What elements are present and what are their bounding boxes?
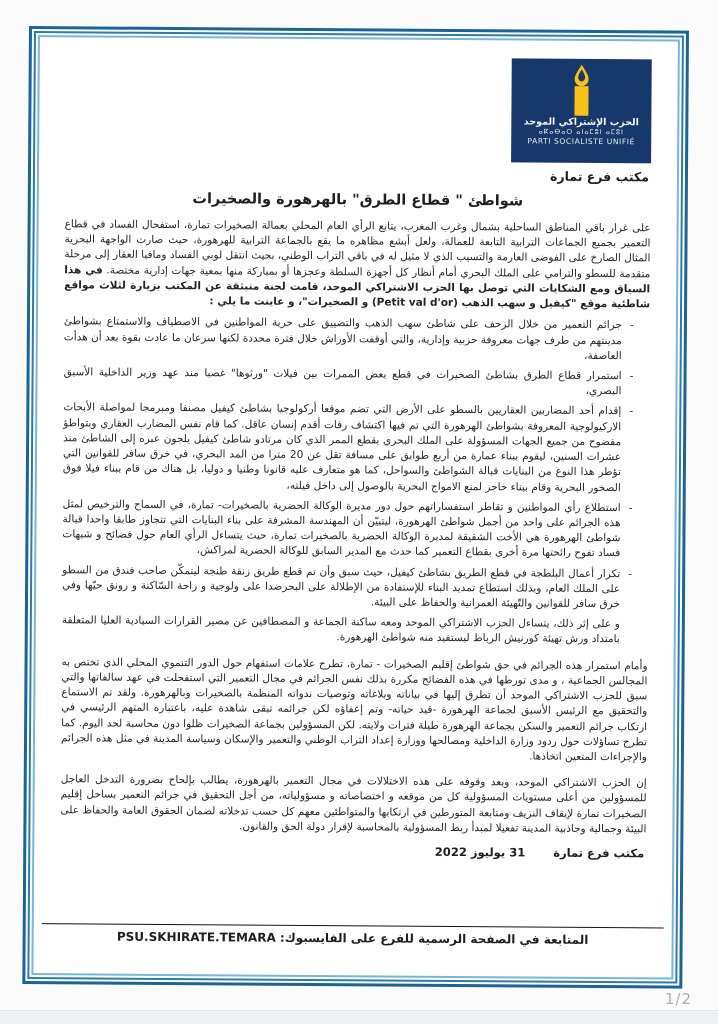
list-item-text: جرائم التعمير من خلال الزحف على شاطئ سهب الذهب والتضييق على حرية المواطنين في الاصطياف والاستمتاع بشواطئ مدينتهم من طرف جهات معروفة حزبية وإدارية، والتي أوقفت الأوراش خلال فترة محددة لكنها سرعان ما عادت بقوة بعد أن هدأت العاصفة، [63, 315, 622, 362]
list-item-text: تكرار أعمال البلطجة في قطع الطريق بشاطئ كيفيل، حيث سبق وأن تم قطع طريق زنقة طنجة ليتمكّن صاحب فندق من السطو على الملك العام، وبذلك استطاع تمديد البناء للإستفادة من الإطلالة على البحرضدا على ولوجية و راحة السّاكنة و رونق حيّها وفي خرق سافر للقوانين والتّهيئة العمرانية والحفاظ على البيئة. [62, 563, 621, 611]
list-item-text: استطلاع رأي المواطنين و تقاطر استفساراتهم حول دور مديرة الوكالة الحضرية بالصخيرات- تمارة، في السماح والترخيص لمثل هذه الجرائم على واحد من أجمل شواطئ الهرهورة، ليتبيّن أن المهندسة المشرفة على بناء البنايات التي تتجاوز طابقا واحدا قبالة شواطئ الهرهورة هي الأخت الشقيقة لمديرة الوكالة الحضرية بالصخيرات تمارة، حيث يتساءل الرأي العام حول فضائح و شبهات فساد تفوح رائحتها مرة أخرى بقطاع التعمير كما حدث مع المدير السابق للوكالة الحضرية لمراكش، [62, 497, 621, 560]
dash-marker: - [628, 501, 633, 514]
logo-tifinagh-name: ⴰⴽⴰⴱⴰⵔ ⴰⵏⴰⵎⵓⵏ ⴰⵎⵓⵏ [538, 127, 625, 137]
intro-paragraph [64, 217, 651, 312]
page-frame-inner [31, 35, 680, 979]
document-title: شواطئ " قطاع الطرق" بالهرهورة والصخيرات [192, 191, 524, 210]
branch-office-line: مكتب فرع تمارة [550, 168, 650, 185]
list-item-text: إقدام أحد المضاربين العقاريين بالسطو على الأرض التي تضم موقعا أركولوجيا بشاطئ كيفيل مصنفا ومبرمجا لمواصلة الأبحاث الاركيولوجية المعروفة بشواطئ الهرهورة التي تم فيها اكتشاف رفات أقدم إنسان عاقل. كما قام نفس المضارب العقاري وبتواطؤ مفضوح من جميع الجهات المسؤولة على الملك البحري بقطع الممر الذي كان مرتادو شاطئ كيفيل يلجون عبره إلى الشاطئ منذ عشرات السنين، ليقوم ببناء عمارة من أربع طوابق على مسافة تقل عن 20 مترا من المد البحري، في خرق سافر للقوانين التي تؤطر هذا النوع من البنايات قبالة الشواطئ والسواحل، كما هو متعارف عليه قانونا وطنيا و دوليا، بل هناك من قام ببناء فيلا فوق الصخور البحرية وقام ببناء حاجز لمنع الامواج البحرية بالوصول إلى داخل فيلته، [62, 401, 622, 494]
signature-line [60, 842, 646, 860]
dash-marker: - [629, 319, 634, 332]
signature-office: مكتب فرع تمارة [553, 845, 645, 861]
intro-bold-text: في هذا السياق ومع الشكايات التي توصل بها الحزب الاشتراكي الموحد، قامت لجنة منبثقة عن المكتب بزيارة لثلاث مواقع شاطئية موقع "كيفيل و سهب الذهب (Petit val d'or) و الصخيرات"، و عاينت ما يلي : [64, 263, 651, 311]
candle-icon [562, 64, 600, 116]
document-page [22, 26, 689, 989]
page-footer [42, 923, 664, 947]
viewer-bottom-bar [0, 1010, 718, 1024]
signature-date: 31 يوليوز 2022 [434, 844, 526, 860]
list-item [62, 497, 640, 562]
list-item [62, 563, 640, 613]
logo-arabic-name: الحزب الإشتراكي الموحد [523, 116, 639, 129]
dash-marker: - [629, 370, 634, 383]
footer-divider [42, 923, 664, 928]
page-frame-middle [27, 31, 684, 984]
logo-french-name: PARTI SOCIALISTE UNIFIÉ [527, 136, 635, 146]
page-indicator: 1/2 [664, 990, 692, 1008]
aftermath-paragraph: و على إثر ذلك، يتساءل الحزب الاشتراكي الموحد ومعه ساكنة الجماعة و المصطافين عن مصير القرارات السيادية العليا المتعلقة بامتداد ورش تهيئة كورنيش الرباط ليستفيد منه شواطئ الهرهورة. [61, 614, 620, 646]
demand-paragraph: إن الحزب الاشتراكي الموحد، وبعد وقوفه على هذه الاختلالات في مجال التعمير بالهرهورة، يطالب بإلحاح بضرورة التدخل العاجل للمسؤولين من أعلى مستويات المسؤولية كل من موقعه و اختصاصاته و مسؤولياته، من أجل التحقيق في جرائم التعمير بساحل إقليم الصخيرات تمارة لإيقاف النزيف ومتابعة المتورطين في ارتكابها والمتواطئين معهم كل حسب تدخلاته لضمان الحقوق العامة والحفاظ على البيئة وجمالية وجاذبية المدينة تفعيلا لمبدأ ربط المسؤولية بالمحاسبة لإقرار دولة الحق والقانون. [60, 773, 647, 836]
document-content [33, 37, 678, 977]
dash-marker: - [629, 405, 634, 418]
list-item [63, 401, 642, 496]
intro-text: على غرار باقي المناطق الساحلية بشمال وغرب المغرب، يتابع الرأي العام المحلي بعمالة الصخيرات تمارة، استفحال الفساد في قطاع التعمير بجميع الجماعات الترابية التابعة للعمالة، ولعل أبشع مظاهره ما يقع بالجماعة الترابية للهرهورة، حيث صارت الواجهة البحرية المثال الصارخ على الفوضى العارمة والتسيب الذي لا مثيل له في باقي التراب الوطني، بحيث انتقل لوبي الفساد ومافيا العقار إلى مرحلة متقدمة للسطو والترامي على الملك البحري أمام أنظار كل أجهزة السلطة وعجزها أو بمباركة منها بمعية جهات إدارية مختصة. [64, 218, 651, 280]
accountability-paragraph: وأمام استمرار هذه الجرائم في حق شواطئ إقليم الصخيرات - تمارة، تطرح علامات استفهام حول الدور التنموي المحلي الذي تختص به المجالس الجماعية ، و مدى تورطها في هذه الفضائح مكررة بذلك نفس الجرائم في مجال التعمير التي استفحلت في عهد سالفاتها والتي سبق للحزب الاشتراكي الموحد أن تطرق إليها في بياناته وبلاغاته وتوصيات ندواته المنظمة بالصخيرات وبالهرهورة. ولقد تم الاستماع والتحقيق مع الرئيس الأسبق لجماعة الهرهورة -قيد حياته- وتم إعفاؤه لكن جرائمه تبقى شاهدة عليه، باعتباره المتهم الرئيسي في ارتكاب جرائم التعمير والسكن بجماعة الهرهورة طيلة فترات ولايته. لكن المسؤولين بجماعة الصخيرات ظلوا دون محاسبة لحد اليوم. كما تطرح تساؤلات حول ردود وزارة الداخلية ومصالحها ووزارة إعداد التراب الوطني والتعمير والإسكان وسياسة المدينة في مثل هذه الجرائم والإجراءات المتعين اتخاذها. [60, 655, 648, 764]
findings-list [62, 315, 650, 613]
list-item-text: استمرار قطاع الطرق بشاطئ الصخيرات في قطع بعض الممرات بين فيلات "ورثوها" غصبا مند عهد وزير الداخلية الأسبق البصري، [63, 366, 622, 398]
list-item [63, 365, 641, 399]
dash-marker: - [628, 567, 633, 580]
psu-logo [511, 58, 652, 163]
page-frame-outer [22, 26, 689, 989]
list-item [64, 315, 642, 365]
footer-note: المتابعة في الصفحة الرسمية للفرع على الفايسبوك: PSU.SKHIRATE.TEMARA [116, 929, 589, 947]
